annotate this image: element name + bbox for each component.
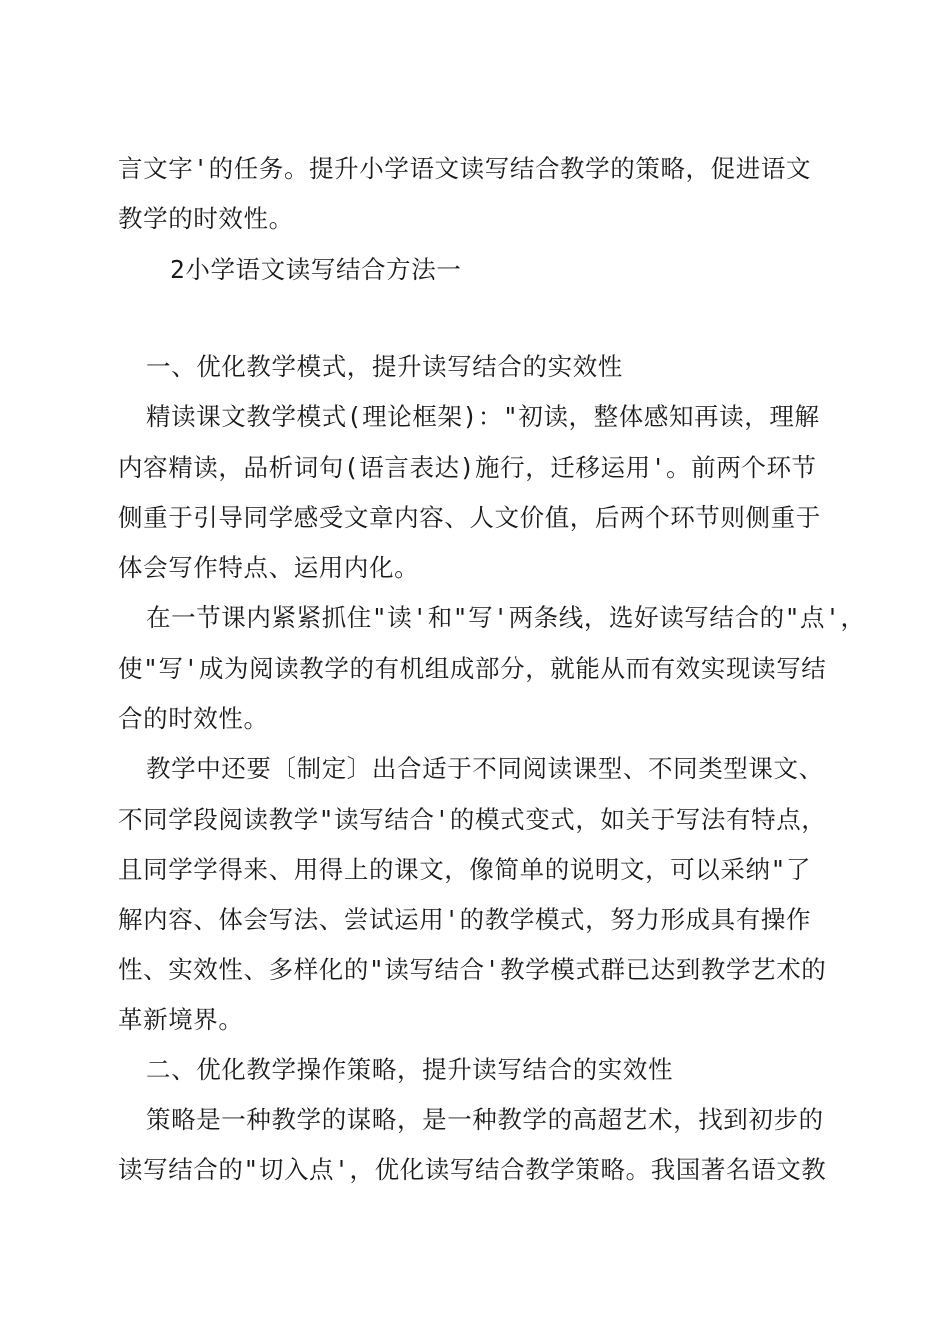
section-heading: 2小学语文读写结合方法一 [170, 255, 462, 284]
paragraph-line: 教学中还要〔制定〕出合适于不同阅读课型、不同类型课文、 [146, 754, 824, 783]
paragraph-line: 言文字'的任务。提升小学语文读写结合教学的策略，促进语文 [118, 154, 812, 183]
paragraph-line: 侧重于引导同学感受文章内容、人文价值，后两个环节则侧重于 [118, 503, 821, 532]
paragraph-line: 使"写'成为阅读教学的有机组成部分，就能从而有效实现读写结 [118, 654, 827, 683]
paragraph-line: 精读课文教学模式(理论框架)："初读，整体感知再读，理解 [146, 402, 820, 431]
subsection-heading: 一、优化教学模式，提升读写结合的实效性 [146, 352, 623, 381]
paragraph-line: 内容精读，品析词句(语言表达)施行，迁移运用'。前两个环节 [118, 453, 817, 482]
subsection-heading: 二、优化教学操作策略，提升读写结合的实效性 [146, 1055, 674, 1084]
paragraph-line: 读写结合的"切入点'，优化读写结合教学策略。我国著名语文教 [118, 1155, 827, 1184]
paragraph-line: 不同学段阅读教学"读写结合'的模式变式，如关于写法有特点， [118, 805, 827, 834]
paragraph-line: 合的时效性。 [118, 704, 269, 733]
paragraph-line: 体会写作特点、运用内化。 [118, 553, 420, 582]
paragraph-line: 革新境界。 [118, 1005, 244, 1034]
paragraph-line: 在一节课内紧紧抓住"读'和"写'两条线，选好读写结合的"点'， [146, 603, 866, 632]
paragraph-line: 且同学学得来、用得上的课文，像简单的说明文，可以采纳"了 [118, 855, 812, 884]
paragraph-line: 策略是一种教学的谋略，是一种教学的高超艺术，找到初步的 [146, 1105, 824, 1134]
paragraph-line: 教学的时效性。 [118, 204, 294, 233]
paragraph-line: 解内容、体会写法、尝试运用'的教学模式，努力形成具有操作 [118, 905, 812, 934]
paragraph-line: 性、实效性、多样化的"读写结合'教学模式群已达到教学艺术的 [118, 955, 827, 984]
